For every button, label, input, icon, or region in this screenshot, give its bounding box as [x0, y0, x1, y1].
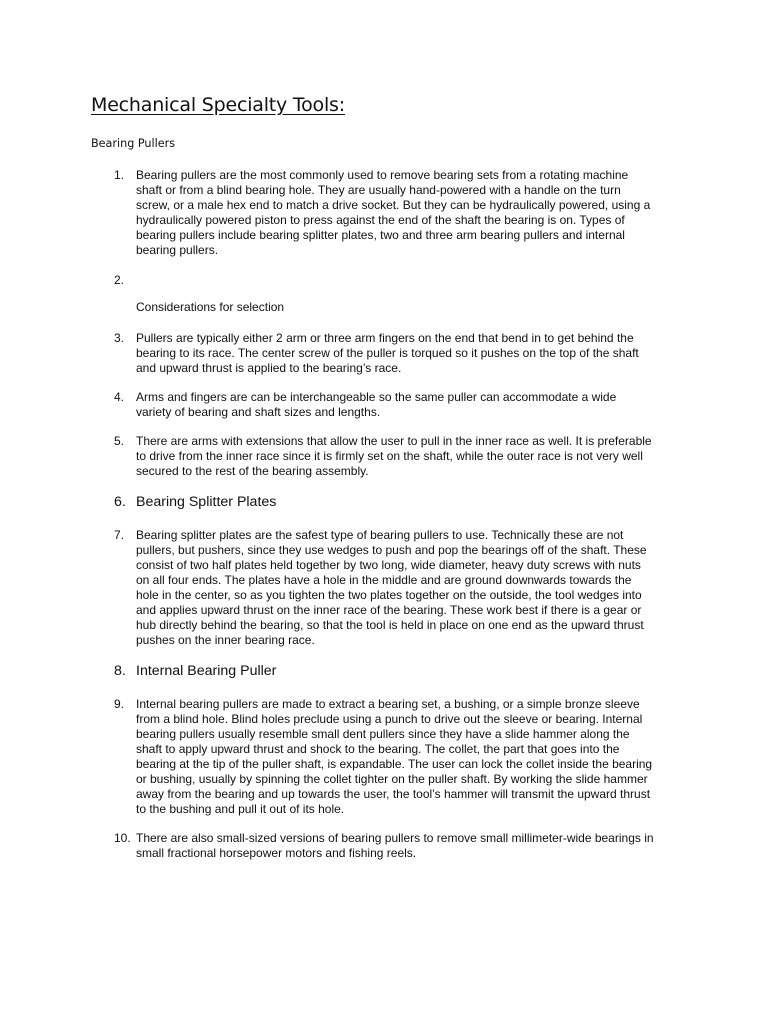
list-item — [114, 331, 684, 376]
list-item-heading — [114, 493, 684, 511]
list-item-number: 5. — [114, 434, 125, 448]
list-item-number: 8. — [114, 663, 126, 679]
list-item-number: 1. — [114, 168, 125, 182]
list-item-number: 4. — [114, 390, 125, 404]
list-item-text: Bearing splitter plates are the safest type of bearing pullers to use. Technically these are not pullers, but pushers, since they use wedges to push and pop the bearings off of the shaft. These consist of two half plates held together by two long, wide diameter, heavy duty screws with nuts on all four ends. The plates have a hole in the middle and are ground downwards towards the hole in the center, so as you tighten the two plates together on the outside, the tool wedges into and applies upward thrust on the inner race of the bearing. These work best if there is a gear or hub directly behind the bearing, so that the tool is held in place on one end as the upward thrust pushes on the inner bearing race. — [136, 528, 647, 647]
list-item-text: There are also small-sized versions of bearing pullers to remove small millimeter-wide bearings in small fractional horsepower motors and fishing reels. — [136, 831, 654, 860]
list-item-text: Pullers are typically either 2 arm or three arm fingers on the end that bend in to get behind the bearing to its race. The center screw of the puller is torqued so it pushes on the top of the shaft and upward thrust is applied to the bearing’s race. — [136, 331, 639, 375]
list-item-text: Internal Bearing Puller — [136, 663, 277, 679]
list-item-number: 6. — [114, 494, 126, 510]
document-title: Mechanical Specialty Tools: — [91, 94, 345, 116]
list-item-text: Internal bearing pullers are made to extract a bearing set, a bushing, or a simple bronze sleeve from a blind hole. Blind holes preclude using a punch to drive out the sleeve or bearing. Internal bearing pullers usually resemble small dent pullers since they have a slide hammer along the shaft to apply upward thrust and shock to the bearing. The collet, the part that goes into the bearing at the tip of the puller shaft, is expandable. The user can lock the collet inside the bearing or bushing, usually by spinning the collet tighter on the puller shaft. By working the slide hammer away from the bearing and up towards the user, the tool’s hammer will transmit the upward thrust to the bushing and pull it out of its hole. — [136, 697, 653, 816]
list-item — [114, 168, 684, 258]
list-item — [114, 390, 684, 420]
list-item-number: 9. — [114, 697, 125, 711]
list-item-heading — [114, 662, 684, 680]
list-item-number: 2. — [114, 273, 125, 287]
list-item-text: Bearing Splitter Plates — [136, 494, 277, 510]
list-item — [114, 434, 684, 479]
list-item-number: 3. — [114, 331, 125, 345]
list-item — [114, 528, 684, 648]
list-item-text: Arms and fingers are can be interchangeable so the same puller can accommodate a wide variety of bearing and shaft sizes and lengths. — [136, 390, 617, 419]
list-item-text: Bearing pullers are the most commonly used to remove bearing sets from a rotating machine shaft or from a blind bearing hole. They are usually hand-powered with a handle on the turn screw, or a male hex end to match a drive socket. But they can be hydraulically powered, using a hydraulically powered piston to press against the end of the shaft the bearing is on. Types of bearing pullers include bearing splitter plates, two and three arm bearing pullers and internal bearing pullers. — [136, 168, 651, 257]
list-item-number: 7. — [114, 528, 125, 542]
section-heading: Bearing Pullers — [91, 137, 176, 150]
list-item-text: There are arms with extensions that allow the user to pull in the inner race as well. It is preferable to drive from the inner race since it is firmly set on the shaft, while the outer race is not very well secured to the rest of the bearing assembly. — [136, 434, 652, 478]
list-item-number: 10. — [114, 831, 131, 845]
considerations-label: Considerations for selection — [136, 300, 285, 314]
list-item — [114, 697, 684, 817]
list-item — [114, 831, 684, 861]
